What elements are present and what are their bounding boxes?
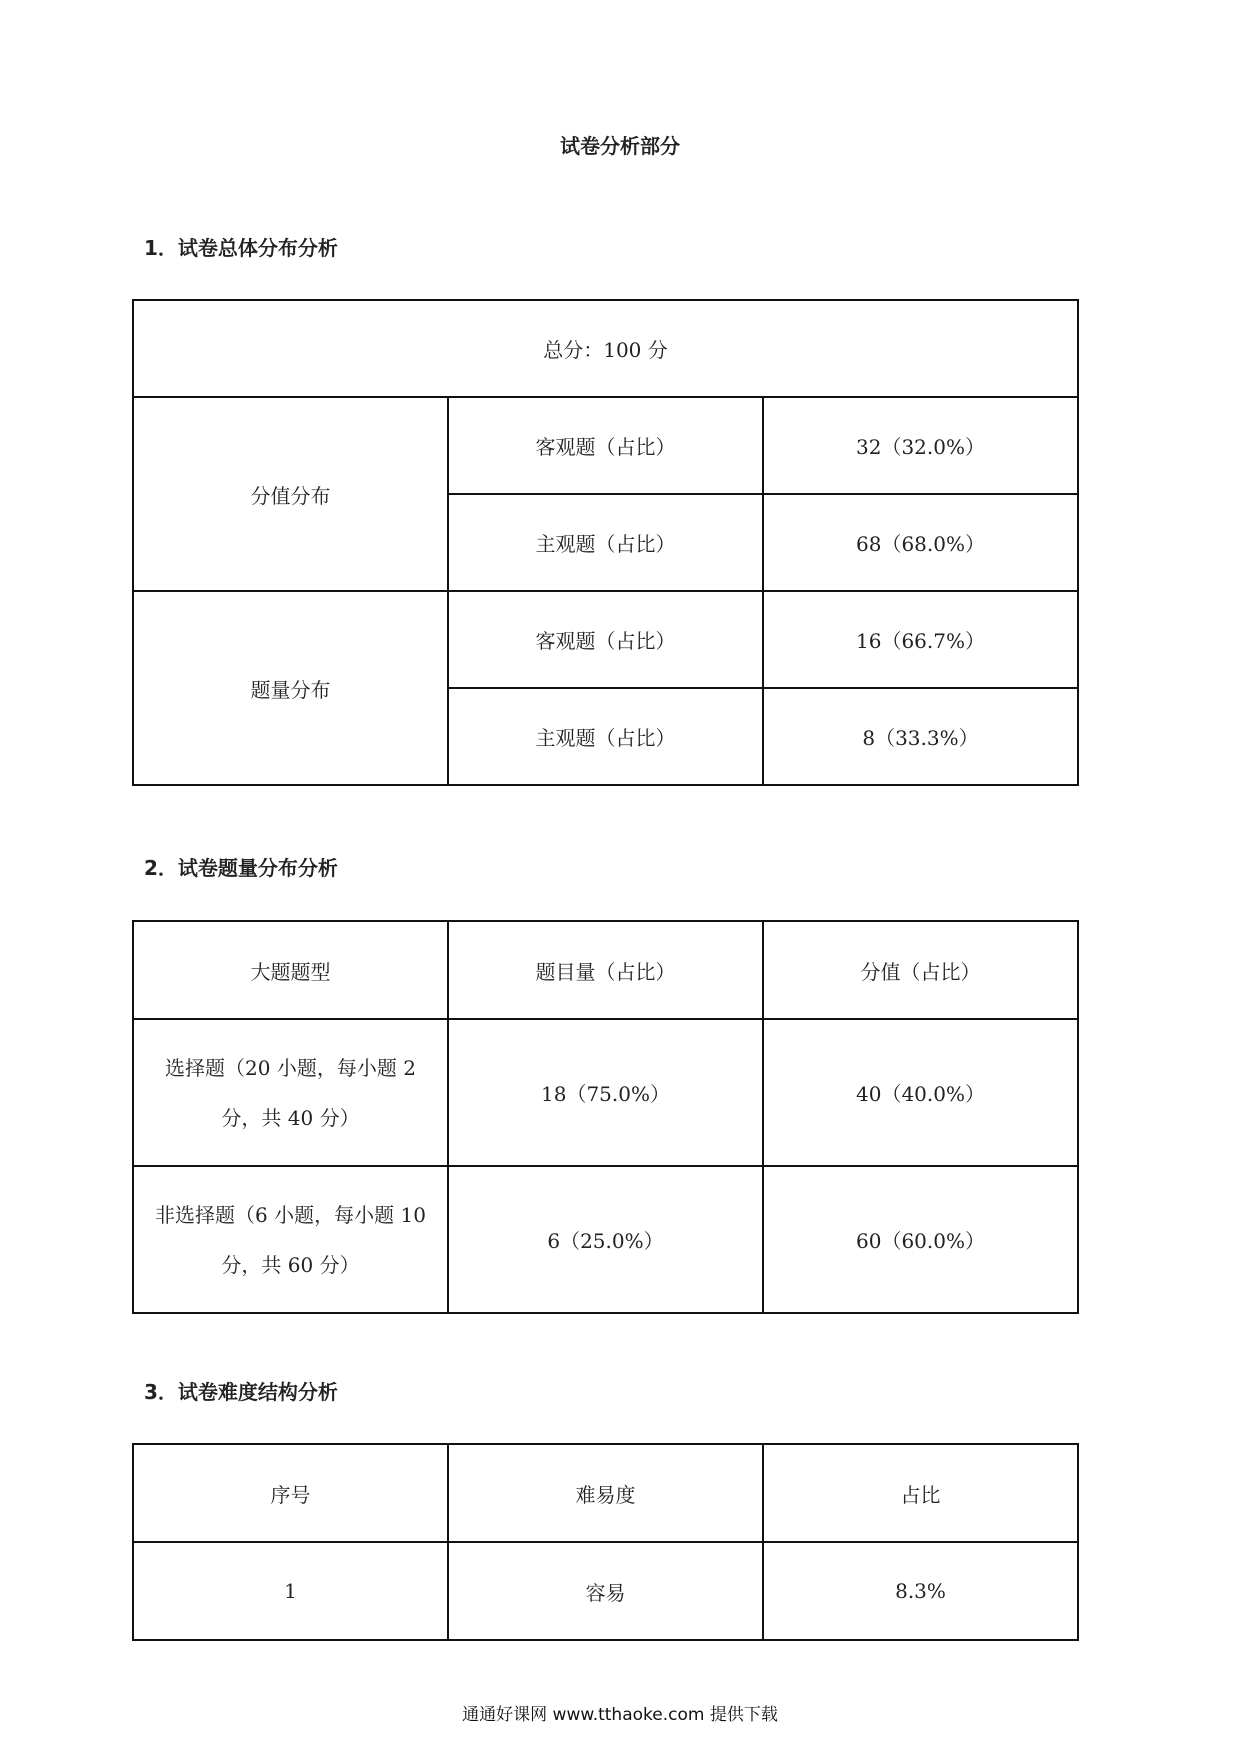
table-header: 分值（占比） [763, 921, 1078, 1019]
table-cell: 非选择题（6 小题，每小题 10 分，共 60 分） [133, 1166, 448, 1313]
table-cell: 客观题（占比） [448, 397, 763, 494]
table-header: 难易度 [448, 1444, 763, 1542]
section-3-heading: 3．试卷难度结构分析 [144, 1380, 338, 1404]
table-header: 大题题型 [133, 921, 448, 1019]
table-cell: 主观题（占比） [448, 494, 763, 591]
count-distribution-label: 题量分布 [133, 591, 448, 785]
total-score-cell: 总分：100 分 [133, 300, 1078, 397]
table-cell: 8.3% [763, 1542, 1078, 1640]
table-cell: 8（33.3%） [763, 688, 1078, 785]
section-1-heading: 1．试卷总体分布分析 [144, 236, 338, 260]
difficulty-structure-table [132, 1443, 1079, 1641]
overall-distribution-table [132, 299, 1079, 786]
table-cell: 1 [133, 1542, 448, 1640]
table-header: 占比 [763, 1444, 1078, 1542]
section-2-heading: 2．试卷题量分布分析 [144, 856, 338, 880]
table-header: 序号 [133, 1444, 448, 1542]
table-cell: 容易 [448, 1542, 763, 1640]
table-cell: 32（32.0%） [763, 397, 1078, 494]
table-header: 题目量（占比） [448, 921, 763, 1019]
page-title: 试卷分析部分 [560, 134, 680, 158]
question-distribution-table [132, 920, 1079, 1314]
table-cell: 18（75.0%） [448, 1019, 763, 1166]
table-cell: 客观题（占比） [448, 591, 763, 688]
table-cell: 主观题（占比） [448, 688, 763, 785]
score-distribution-label: 分值分布 [133, 397, 448, 591]
table-cell: 6（25.0%） [448, 1166, 763, 1313]
table-cell: 选择题（20 小题，每小题 2 分，共 40 分） [133, 1019, 448, 1166]
table-cell: 16（66.7%） [763, 591, 1078, 688]
footer-text: 通通好课网 www.tthaoke.com 提供下载 [462, 1705, 778, 1725]
table-cell: 68（68.0%） [763, 494, 1078, 591]
table-cell: 60（60.0%） [763, 1166, 1078, 1313]
table-cell: 40（40.0%） [763, 1019, 1078, 1166]
